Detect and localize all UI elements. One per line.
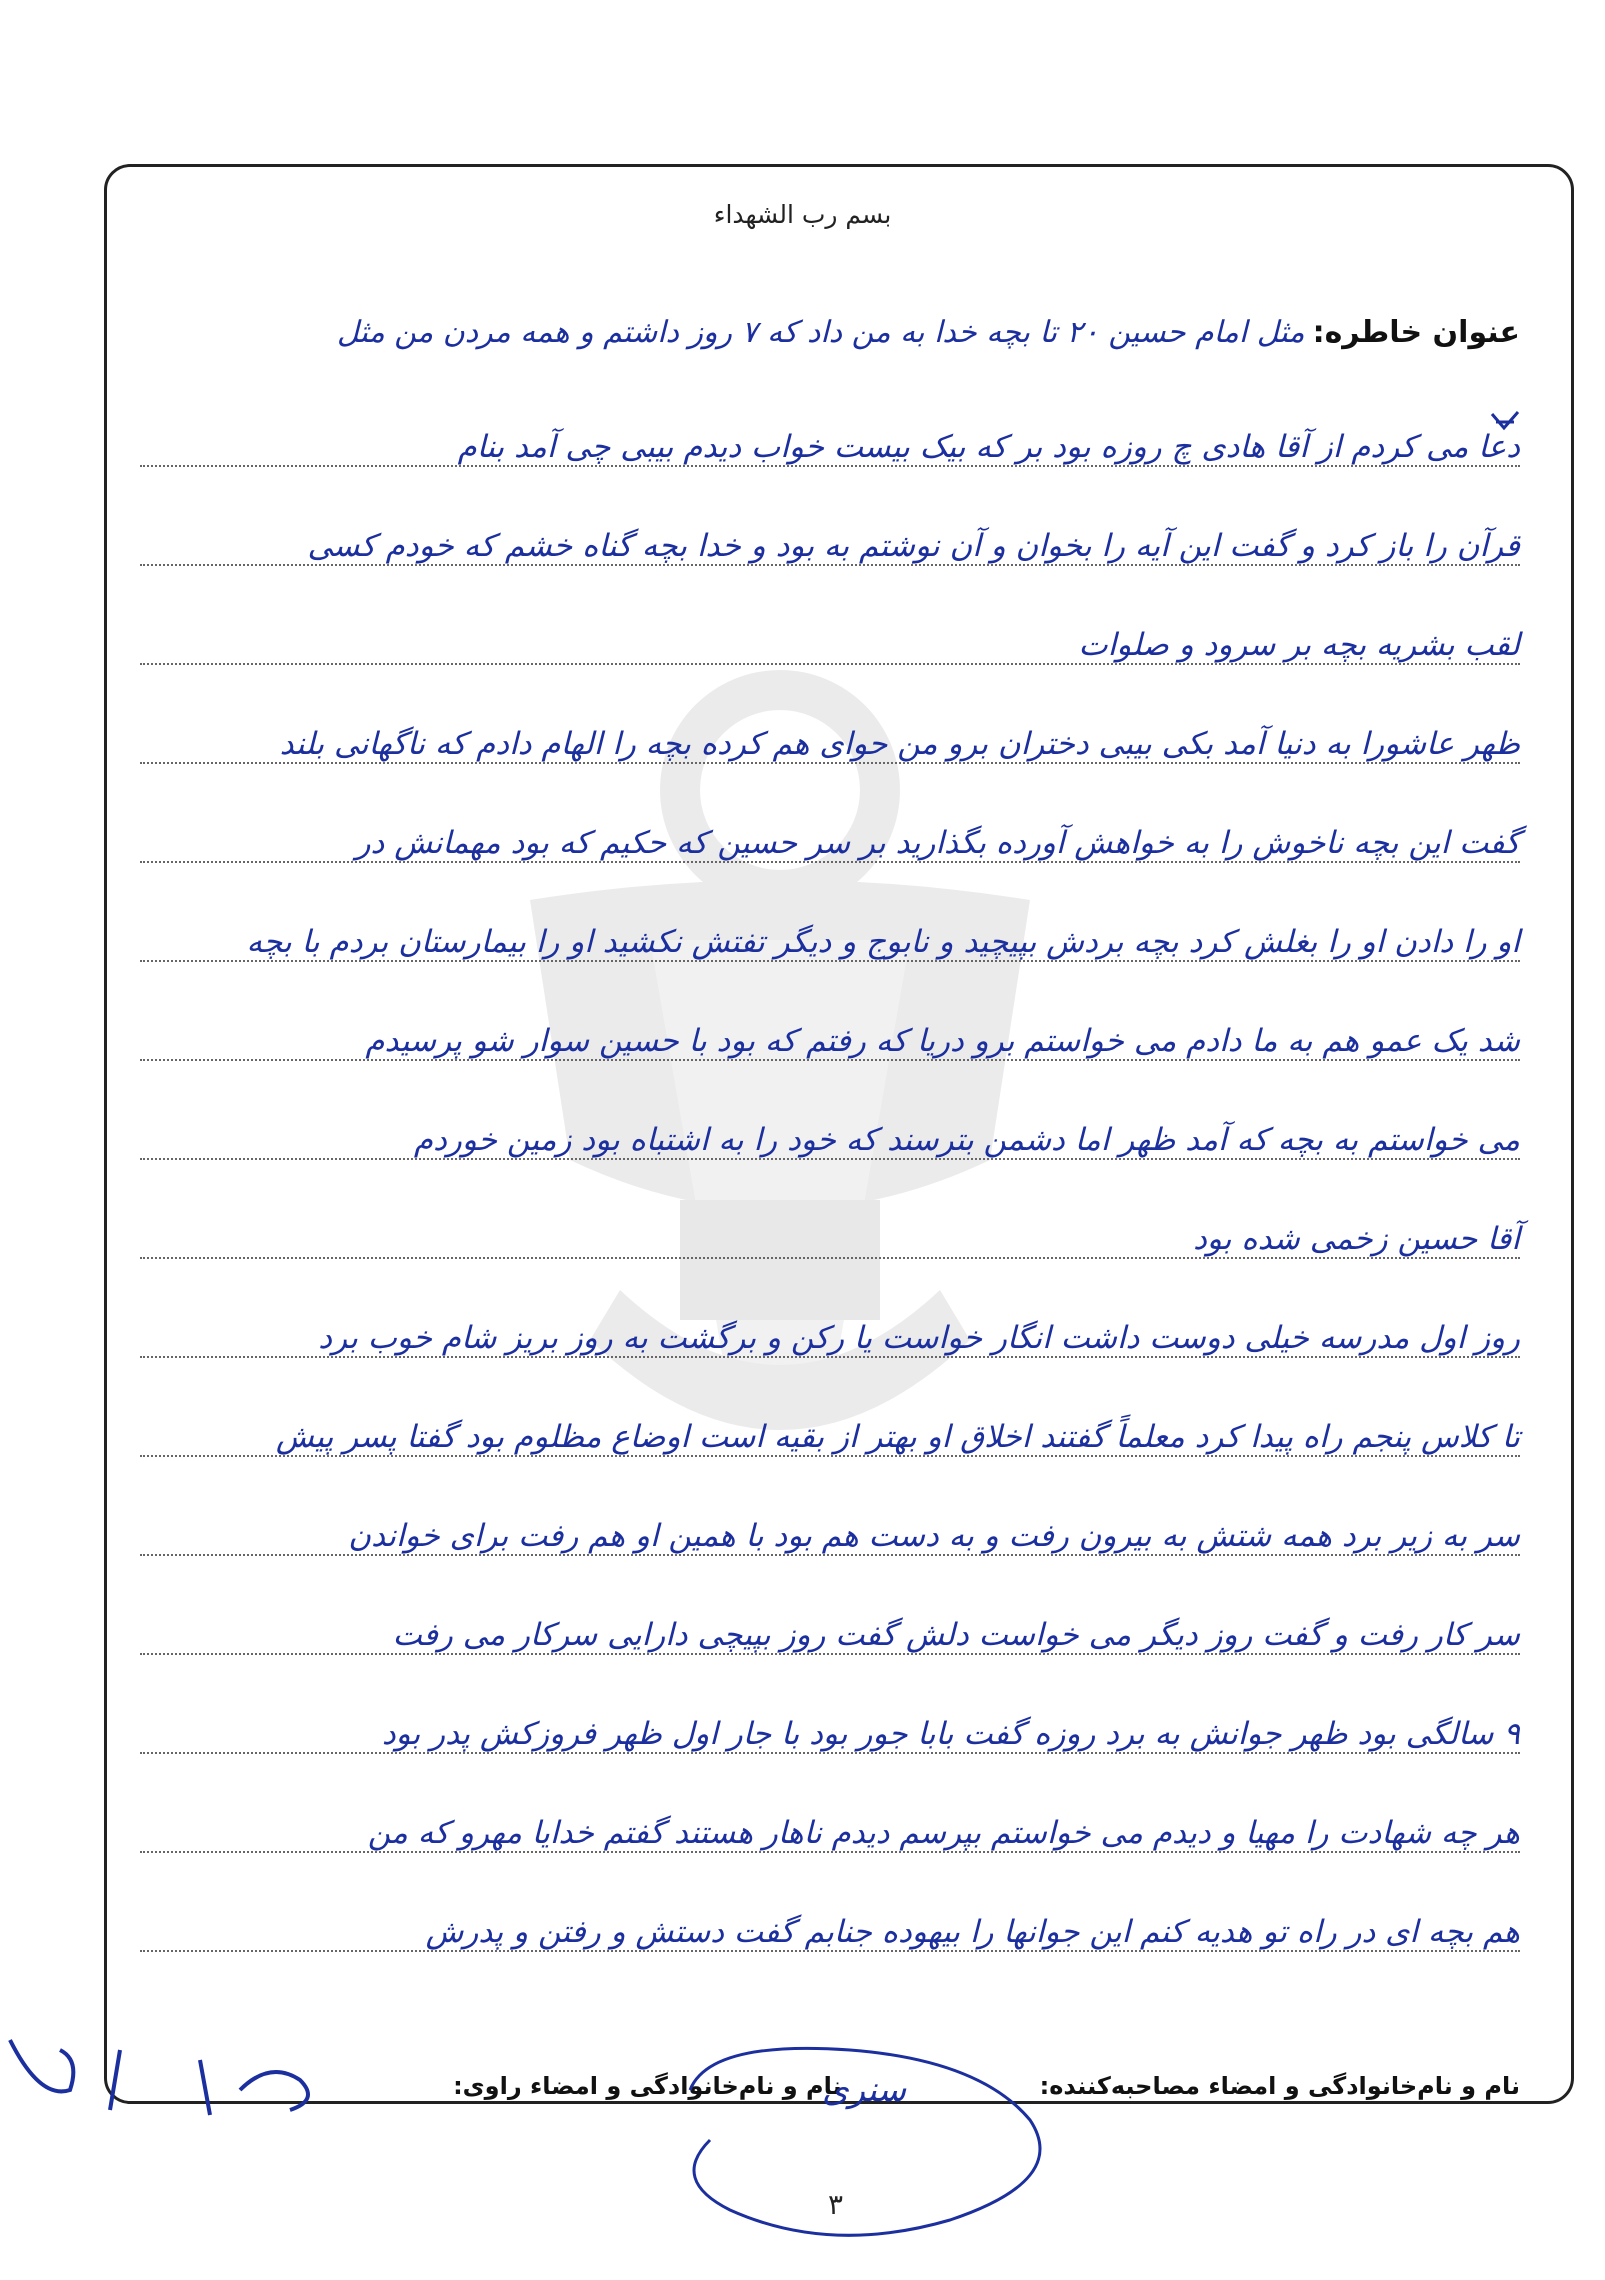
narrative-line (120, 776, 1520, 875)
edit-mark-icon (1490, 410, 1520, 432)
narrative-text: سر به زیر برد همه شتش به بیرون رفت و به دست هم بود با همین او هم رفت برای خواندن (348, 1518, 1520, 1554)
narrator-signature (0, 2020, 330, 2130)
narrative-line (120, 1667, 1520, 1766)
narrative-line (120, 1271, 1520, 1370)
narrative-text: گفت این بچه ناخوش را به خواهش آورده بگذارید بر سر حسین که حکیم که بود مهمانش در (355, 825, 1520, 861)
narrative-text: هم بچه ای در راه تو هدیه کنم این جوانها را بیهوده جنابم گفت دستش و رفتن و پدرش (425, 1914, 1520, 1950)
narrative-line (120, 479, 1520, 578)
memoir-title-row (337, 315, 1520, 350)
narrative-line (120, 1568, 1520, 1667)
narrative-line (120, 1073, 1520, 1172)
narrative-text: لقب بشریه بچه بر سرود و صلوات (1078, 627, 1520, 663)
memoir-title-handwriting: مثل امام حسین ۲۰ تا بچه خدا به من داد که ۷ روز داشتم و همه مردن من مثل (336, 315, 1305, 350)
basmala-header: بسم رب الشهداء (713, 200, 892, 229)
narrative-line (120, 1370, 1520, 1469)
narrative-text: قرآن را باز کرد و گفت این آیه را بخوان و آن نوشتم به بود و خدا بچه گناه خشم که خودم کسی (307, 528, 1520, 564)
narrative-text: سر کار رفت و گفت روز دیگر می خواست دلش گفت روز بپیچی دارایی سرکار می رفت (392, 1617, 1520, 1653)
narrative-text: آقا حسین زخمی شده بود (1193, 1221, 1520, 1257)
signature-oval-stroke (650, 2030, 1130, 2260)
handwritten-narrative (120, 380, 1520, 1964)
narrative-text: روز اول مدرسه خیلی دوست داشت انگار خواست یا رکن و برگشت به روز بریز شام خوب برد (318, 1320, 1520, 1356)
narrative-line (120, 380, 1520, 479)
narrative-text: می خواستم به بچه که آمد ظهر اما دشمن بترسند که خود را به اشتباه بود زمین خوردم (413, 1122, 1520, 1158)
narrative-line (120, 1766, 1520, 1865)
narrator-label: نام و نام‌خانوادگی و امضاء راوی: (453, 2072, 842, 2100)
narrative-text: ۹ سالگی بود ظهر جوانش به برد روزه گفت بابا جور بود با جار اول ظهر فروزکش پدر بود (381, 1716, 1520, 1752)
narrative-text: هر چه شهادت را مهیا و دیدم می خواستم بپرسم دیدم ناهار هستند گفتم خدایا مهرو که من (367, 1815, 1520, 1851)
narrative-line (120, 1865, 1520, 1964)
narrative-text: تا کلاس پنجم راه پیدا کرد معلماً گفتند اخلاق او بهتر از بقیه است اوضاع مظلوم بود گفتا پسر پیش (275, 1419, 1520, 1455)
narrative-text: او را دادن او را بغلش کرد بچه بردش بپیچید و نابوج و دیگر تفتش نکشید او را بیمارستان بردم با بچه (246, 924, 1520, 960)
memoir-title-label: عنوان خاطره: (1312, 315, 1520, 350)
narrative-text: ظهر عاشورا به دنیا آمد بکی بیبی دختران برو من حوای هم کرده بچه را الهام دادم که ناگهانی بلند (279, 726, 1520, 762)
interviewer-label: نام و نام‌خانوادگی و امضاء مصاحبه‌کننده: (1039, 2072, 1520, 2100)
narrative-line (120, 875, 1520, 974)
narrative-line (120, 974, 1520, 1073)
narrative-line (120, 1172, 1520, 1271)
narrative-line (120, 1469, 1520, 1568)
interviewer-signature: سنری (822, 2070, 907, 2110)
narrative-line (120, 578, 1520, 677)
narrative-text: دعا می کردم از آقا هادی چ روزه بود بر که بیک بیست خواب دیدم بیبی چی آمد بنام (457, 429, 1520, 465)
narrative-line (120, 677, 1520, 776)
narrative-text: شد یک عمو هم به ما دادم می خواستم برو دریا که رفتم که بود با حسین سوار شو پرسیدم (365, 1023, 1520, 1059)
page-number: ۳ (828, 2188, 844, 2221)
